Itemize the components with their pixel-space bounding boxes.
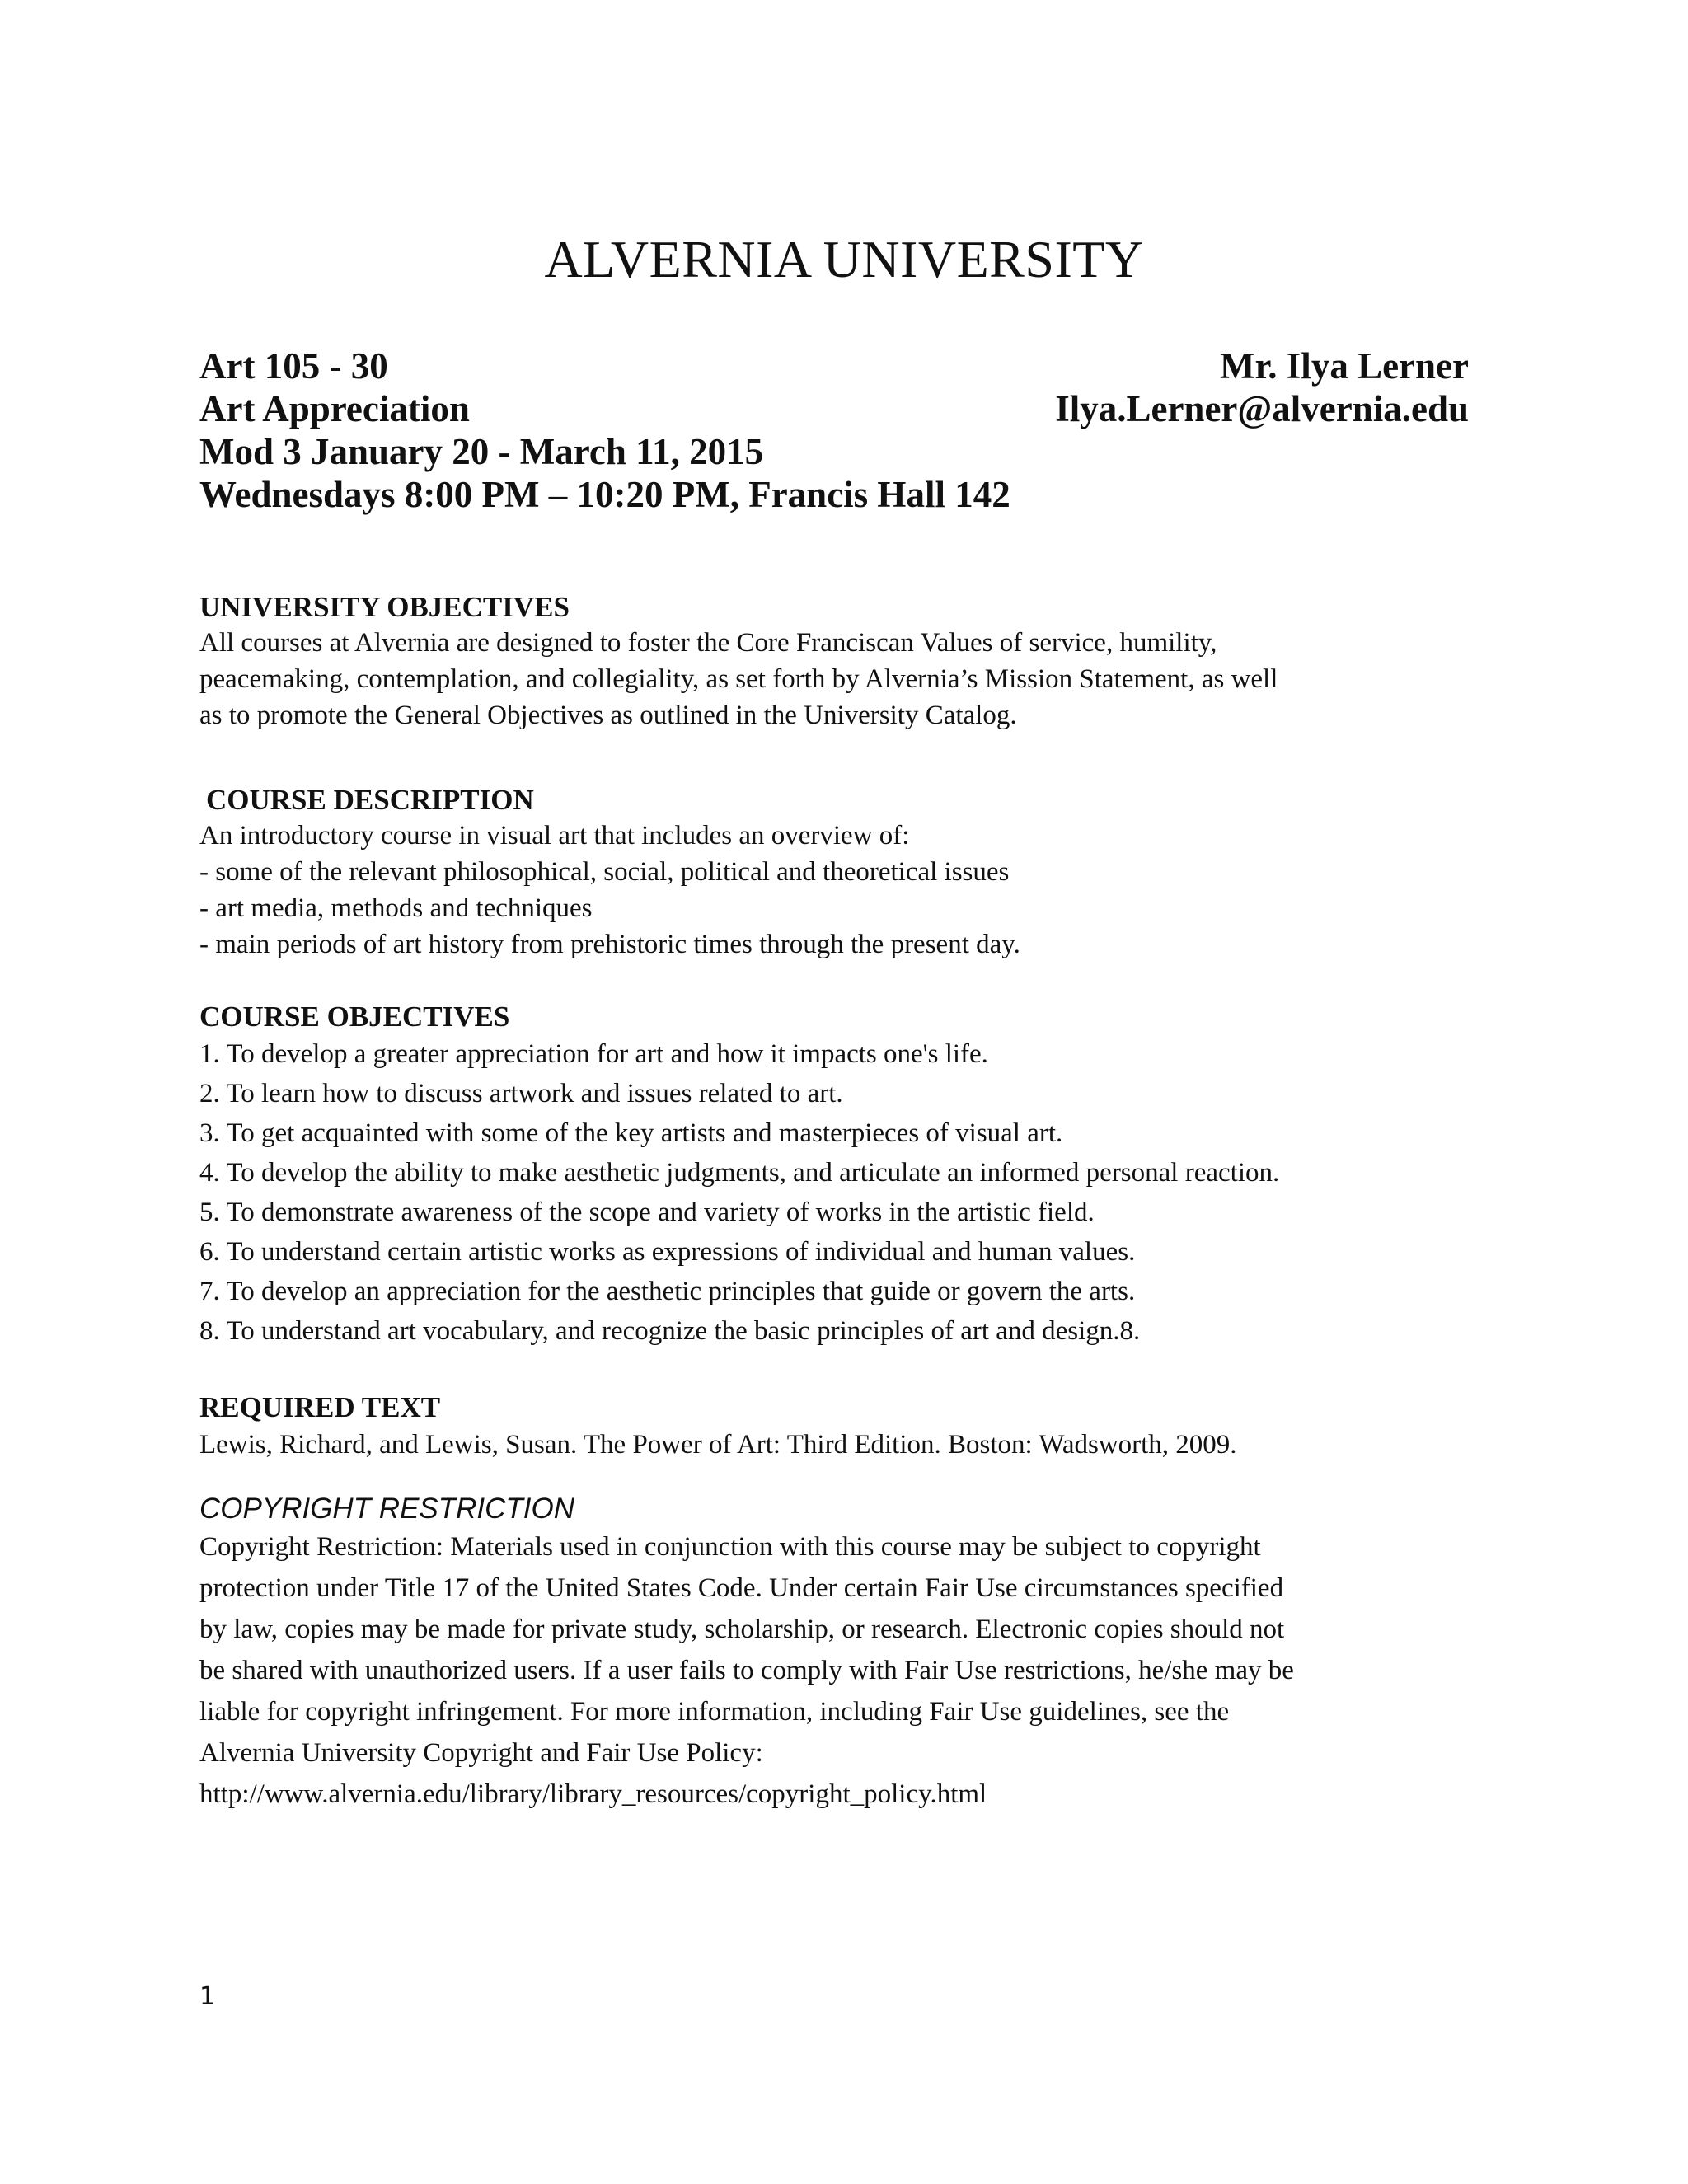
list-item: 8. To understand art vocabulary, and recognize the basic principles of art and design.8.: [199, 1316, 1141, 1346]
list-item: 2. To learn how to discuss artwork and issues related to art.: [199, 1079, 843, 1108]
section-heading: UNIVERSITY OBJECTIVES: [199, 591, 570, 623]
instructor-name: Mr. Ilya Lerner: [1219, 345, 1469, 387]
text-line: An introductory course in visual art that includes an overview of:: [199, 821, 910, 851]
list-item: 1. To develop a greater appreciation for art and how it impacts one's life.: [199, 1039, 988, 1069]
section-heading: COURSE DESCRIPTION: [206, 784, 534, 816]
copyright-section: [199, 1492, 1485, 1815]
paragraph: [199, 1526, 1485, 1815]
policy-link[interactable]: http://www.alvernia.edu/library/library_resources/copyright_policy.html: [199, 1779, 987, 1809]
citation: Lewis, Richard, and Lewis, Susan. The Power of Art: Third Edition. Boston: Wadsworth, 2009.: [199, 1430, 1237, 1460]
text-line: - some of the relevant philosophical, social, political and theoretical issues: [199, 857, 1010, 887]
instructor-email: Ilya.Lerner@alvernia.edu: [1055, 388, 1469, 429]
header-row-course: [199, 344, 1469, 387]
course-description-body: [199, 818, 1485, 963]
required-text-section: [199, 1390, 1485, 1465]
list-item: 4. To develop the ability to make aesthetic judgments, and articulate an informed personal reaction.: [199, 1158, 1280, 1188]
section-heading: REQUIRED TEXT: [199, 1391, 441, 1423]
course-code: Art 105 - 30: [199, 345, 388, 387]
objectives-list: [199, 1034, 1485, 1351]
paragraph: [199, 625, 1485, 733]
text-line: Alvernia University Copyright and Fair Use Policy:: [199, 1738, 763, 1768]
text-line: peacemaking, contemplation, and collegiality, as set forth by Alvernia’s Mission Statement, as well: [199, 664, 1278, 694]
course-description-section: [206, 783, 1492, 818]
list-item: 6. To understand certain artistic works as expressions of individual and human values.: [199, 1237, 1136, 1267]
paragraph: [199, 818, 1485, 963]
text-line: All courses at Alvernia are designed to foster the Core Franciscan Values of service, humility,: [199, 628, 1217, 658]
text-line: liable for copyright infringement. For more information, including Fair Use guidelines, see the: [199, 1697, 1230, 1727]
list-item: 3. To get acquainted with some of the key artists and masterpieces of visual art.: [199, 1118, 1063, 1148]
text-line: - art media, methods and techniques: [199, 893, 593, 923]
text-line: protection under Title 17 of the United States Code. Under certain Fair Use circumstances specified: [199, 1573, 1284, 1603]
text-line: Copyright Restriction: Materials used in conjunction with this course may be subject to copyright: [199, 1532, 1261, 1562]
text-line: by law, copies may be made for private study, scholarship, or research. Electronic copies should not: [199, 1615, 1285, 1644]
university-title: ALVERNIA UNIVERSITY: [544, 230, 1144, 288]
section-heading: COURSE OBJECTIVES: [199, 1001, 510, 1033]
course-objectives-section: [199, 1000, 1485, 1351]
university-objectives-section: [199, 590, 1485, 733]
list-item: 7. To develop an appreciation for the aesthetic principles that guide or govern the arts.: [199, 1277, 1136, 1306]
text-line: - main periods of art history from prehistoric times through the present day.: [199, 930, 1020, 959]
text-line: be shared with unauthorized users. If a user fails to comply with Fair Use restrictions, he/she may be: [199, 1656, 1294, 1685]
section-heading: COPYRIGHT RESTRICTION: [199, 1493, 575, 1525]
course-header: [199, 344, 1469, 516]
list-item: 5. To demonstrate awareness of the scope and variety of works in the artistic field.: [199, 1197, 1095, 1227]
page-number: 1: [199, 1982, 216, 2011]
course-name: Art Appreciation: [199, 388, 470, 429]
course-schedule: Wednesdays 8:00 PM – 10:20 PM, Francis Hall 142: [199, 474, 1010, 515]
course-term: Mod 3 January 20 - March 11, 2015: [199, 431, 764, 472]
text-line: as to promote the General Objectives as outlined in the University Catalog.: [199, 701, 1017, 730]
header-row-name: [199, 387, 1469, 430]
